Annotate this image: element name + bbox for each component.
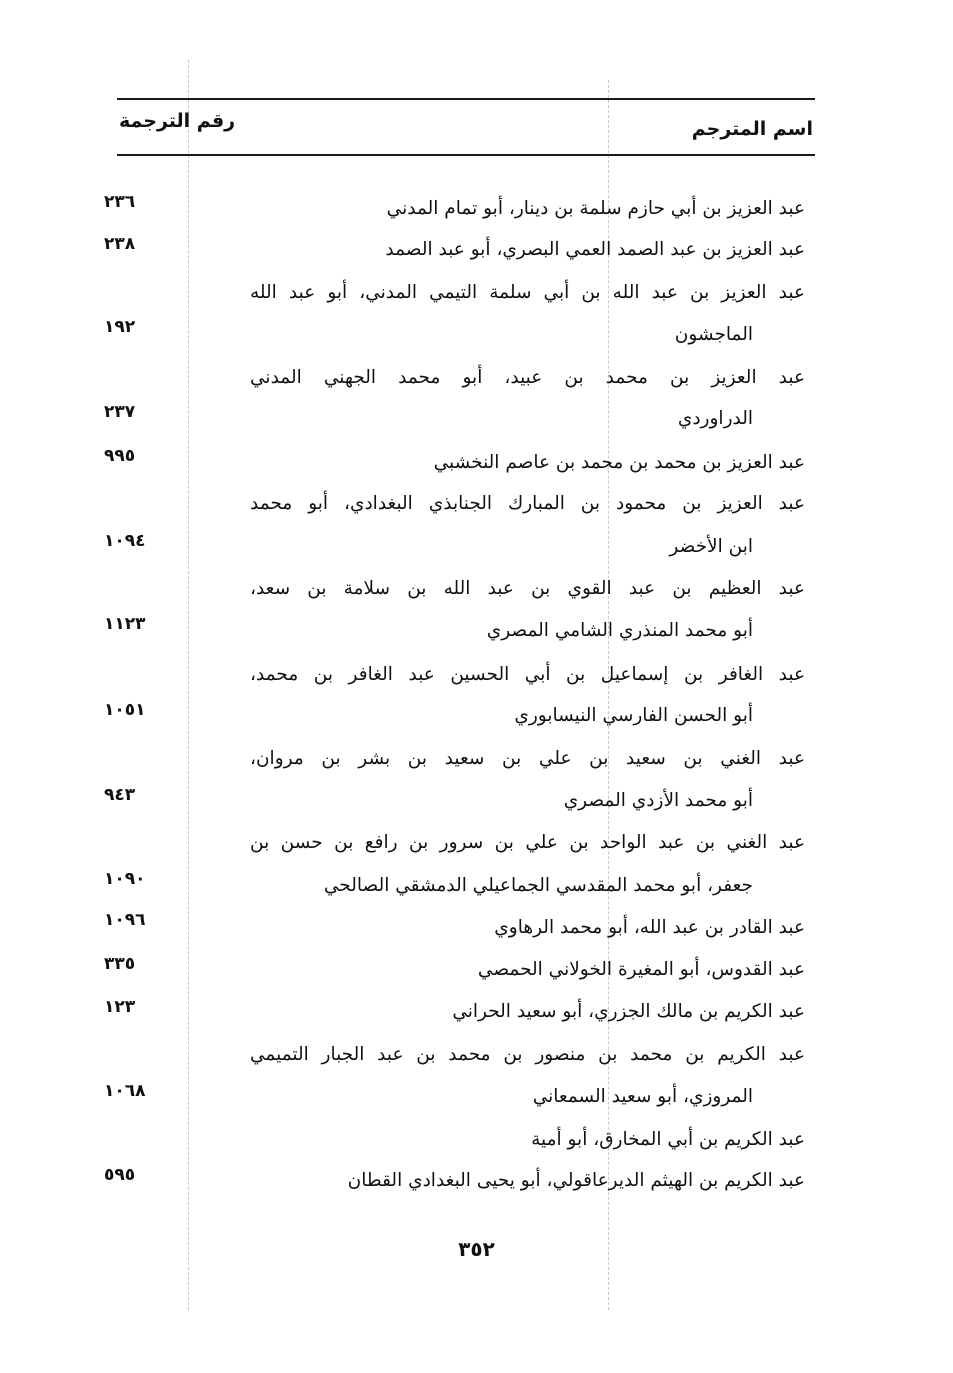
- header-top-rule: [117, 98, 815, 100]
- entry-line: ابن الأخضر: [669, 536, 753, 557]
- entry-number: ١٠٩٤: [104, 531, 146, 551]
- entry-number: ٩٩٥: [104, 446, 136, 466]
- header-number-column: رقم الترجمة: [119, 110, 236, 132]
- entry-line: عبد العزيز بن محمد بن عبيد، أبو محمد الجهني المدني: [250, 367, 805, 388]
- entry-line: جعفر، أبو محمد المقدسي الجماعيلي الدمشقي الصالحي: [323, 875, 753, 896]
- entry-number: ١٢٣: [104, 997, 136, 1017]
- entry-line: عبد العزيز بن محمود بن المبارك الجنابذي البغدادي، أبو محمد: [250, 493, 805, 514]
- entry-number: ١٩٢: [104, 317, 136, 337]
- entry-line: عبد الغني بن عبد الواحد بن علي بن سرور بن رافع بن حسن بن: [250, 832, 805, 853]
- page-number: ٣٥٢: [458, 1237, 495, 1261]
- entry-line: أبو محمد الأزدي المصري: [563, 790, 753, 811]
- entry-number: ١٠٩٦: [104, 910, 146, 930]
- header-name-column: اسم المترجم: [691, 118, 813, 140]
- entry-number: ٣٣٥: [104, 954, 136, 974]
- entry-number: ١٠٥١: [104, 700, 146, 720]
- scan-fold-line: [188, 60, 189, 1310]
- entry-line: عبد العظيم بن عبد القوي بن عبد الله بن سلامة بن سعد،: [250, 578, 805, 599]
- entry-line: عبد الكريم بن مالك الجزري، أبو سعيد الحراني: [452, 1001, 805, 1022]
- entry-line: عبد القادر بن عبد الله، أبو محمد الرهاوي: [494, 917, 805, 938]
- entry-number: ٥٩٥: [104, 1165, 136, 1185]
- entry-line: عبد العزيز بن أبي حازم سلمة بن دينار، أبو تمام المدني: [386, 198, 805, 219]
- entry-number: ٩٤٣: [104, 785, 136, 805]
- entry-line: المروزي، أبو سعيد السمعاني: [532, 1086, 753, 1107]
- entry-line: عبد العزيز بن عبد الصمد العمي البصري، أبو عبد الصمد: [385, 239, 805, 260]
- entry-line: عبد القدوس، أبو المغيرة الخولاني الحمصي: [477, 959, 805, 980]
- entry-number: ٢٣٧: [104, 402, 136, 422]
- entry-line: عبد الكريم بن الهيثم الديرعاقولي، أبو يحيى البغدادي القطان: [347, 1170, 805, 1191]
- entry-line: أبو الحسن الفارسي النيسابوري: [514, 705, 753, 726]
- entry-line: الماجشون: [674, 324, 753, 345]
- entry-line: أبو محمد المنذري الشامي المصري: [486, 620, 753, 641]
- entry-line: عبد العزيز بن محمد بن محمد بن عاصم النخشبي: [433, 452, 805, 473]
- entry-line: عبد الكريم بن محمد بن منصور بن محمد بن عبد الجبار التميمي: [250, 1044, 805, 1065]
- entry-line: عبد الكريم بن أبي المخارق، أبو أمية: [531, 1129, 805, 1150]
- entry-line: عبد الغني بن سعيد بن علي بن سعيد بن بشر بن مروان،: [250, 748, 805, 769]
- header-bottom-rule: [117, 154, 815, 156]
- entry-number: ١١٢٣: [104, 614, 146, 634]
- entry-line: عبد الغافر بن إسماعيل بن أبي الحسين عبد الغافر بن محمد،: [250, 664, 805, 685]
- entry-number: ٢٣٨: [104, 234, 136, 254]
- entry-line: الدراوردي: [677, 408, 753, 429]
- entry-number: ١٠٩٠: [104, 869, 146, 889]
- entry-number: ١٠٦٨: [104, 1081, 146, 1101]
- entry-number: ٢٣٦: [104, 192, 136, 212]
- entry-line: عبد العزيز بن عبد الله بن أبي سلمة التيمي المدني، أبو عبد الله: [250, 282, 805, 303]
